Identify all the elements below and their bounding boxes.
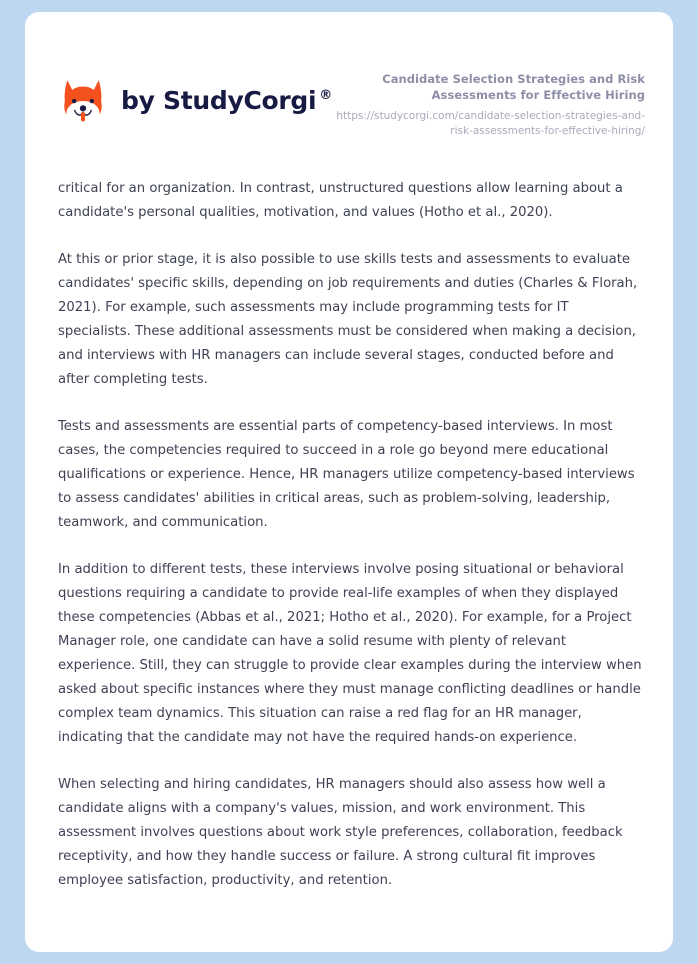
- body-paragraph: In addition to different tests, these interviews involve posing situational or behavioral questions requiring a candidate to provide real-life examples of when they displayed these competencies (Abbas et al., 2021; Hotho et al., 2020). For example, for a Project Manager role, one candidate can have a solid resume with plenty of relevant experience. Still, they can struggle to provide clear examples during the interview when asked about specific instances where they must manage conflicting deadlines or handle complex team dynamics. This situation can raise a red flag for an HR manager, indicating that the candidate may not have the required hands-on experience.: [58, 562, 642, 746]
- document-page-card: [25, 12, 673, 952]
- document-title: Candidate Selection Strategies and Risk Assessments for Effective Hiring: [382, 72, 645, 102]
- body-paragraph: At this or prior stage, it is also possible to use skills tests and assessments to evaluate candidates' specific skills, depending on job requirements and duties (Charles & Florah, 2021). For example, such assessments may include programming tests for IT specialists. These additional assessments must be considered when making a decision, and interviews with HR managers can include several stages, conducted before and after completing tests.: [58, 252, 638, 388]
- body-paragraph: critical for an organization. In contrast, unstructured questions allow learning about a candidate's personal qualities, motivation, and values (Hotho et al., 2020).: [58, 181, 623, 221]
- document-meta: [332, 60, 645, 139]
- body-paragraph: Tests and assessments are essential parts of competency-based interviews. In most cases, the competencies required to succeed in a role go beyond mere educational qualifications or experience. Hence, HR managers utilize competency-based interviews to assess candidates' abilities in critical areas, such as problem-solving, leadership, teamwork, and communication.: [58, 419, 635, 531]
- document-url[interactable]: https://studycorgi.com/candidate-selection-strategies-and-risk-assessments-for-effective-hiring/: [336, 110, 645, 138]
- brand-lockup: [57, 60, 332, 126]
- body-paragraph: When selecting and hiring candidates, HR managers should also assess how well a candidate aligns with a company's values, mission, and work environment. This assessment involves questions about work style preferences, collaboration, feedback receptivity, and how they handle success or failure. A strong cultural fit improves employee satisfaction, productivity, and retention.: [58, 777, 623, 889]
- corgi-face-icon: [57, 74, 109, 126]
- document-body: [25, 177, 673, 893]
- brand-name-text: by StudyCorgi: [121, 85, 317, 115]
- brand-wordmark: [121, 85, 332, 115]
- document-header: [25, 12, 673, 139]
- registered-trademark-icon: ®: [319, 87, 332, 103]
